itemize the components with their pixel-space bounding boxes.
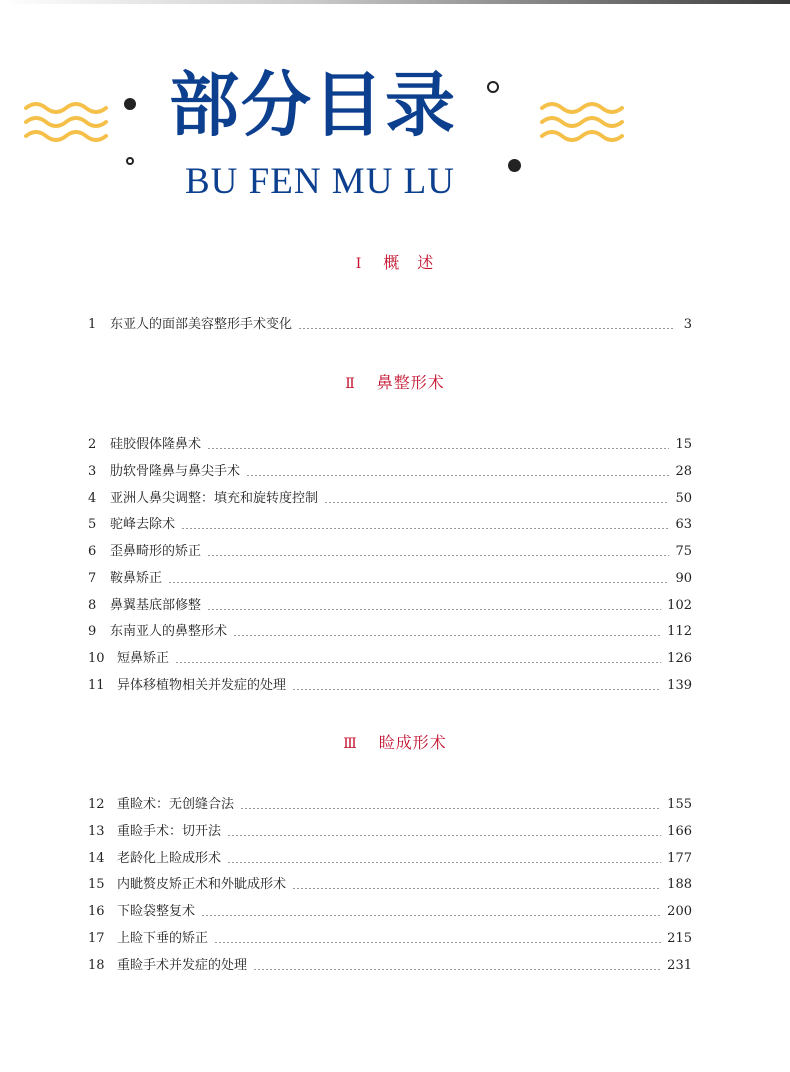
toc-entry[interactable]	[88, 315, 692, 335]
top-border	[0, 0, 790, 4]
dot-leader	[240, 808, 661, 809]
entry-title: 短鼻矫正	[117, 651, 170, 666]
dot-leader	[233, 635, 661, 636]
dot-leader	[246, 475, 669, 476]
toc-entry[interactable]	[88, 875, 692, 895]
entry-page: 139	[667, 678, 692, 693]
toc-entry[interactable]	[88, 622, 692, 642]
entry-page: 166	[667, 824, 692, 839]
entry-number: 3	[88, 464, 97, 479]
dot-leader	[168, 582, 669, 583]
dot-leader	[201, 915, 661, 916]
entry-number: 12	[88, 797, 105, 812]
entry-number: 8	[88, 598, 97, 613]
section-label: 睑成形术	[378, 733, 447, 752]
toc-entry[interactable]	[88, 795, 692, 815]
entry-number: 13	[88, 824, 105, 839]
entry-page: 177	[667, 851, 692, 866]
entry-page: 155	[667, 797, 692, 812]
entry-page: 102	[667, 598, 692, 613]
toc-entry[interactable]	[88, 435, 692, 455]
dot-leader	[253, 969, 661, 970]
entry-page: 126	[667, 651, 692, 666]
entry-title: 鼻翼基底部修整	[110, 598, 202, 613]
section-heading	[0, 730, 790, 753]
section-heading	[0, 370, 790, 393]
toc-entry[interactable]	[88, 489, 692, 509]
entry-title: 肋软骨隆鼻与鼻尖手术	[110, 464, 241, 479]
page-title: 部分目录	[169, 64, 457, 146]
section-number: Ⅰ	[355, 256, 362, 272]
entry-page: 200	[667, 904, 692, 919]
entry-page: 75	[675, 544, 692, 559]
entry-page: 63	[675, 517, 692, 532]
entry-title: 驼峰去除术	[110, 517, 176, 532]
dot-decoration-icon	[124, 98, 136, 110]
toc-entry[interactable]	[88, 596, 692, 616]
entry-number: 14	[88, 851, 105, 866]
toc-entry[interactable]	[88, 569, 692, 589]
section-label: 概 述	[383, 253, 435, 272]
dot-leader	[207, 448, 669, 449]
entry-number: 17	[88, 931, 105, 946]
entry-number: 1	[88, 317, 97, 332]
ring-decoration-icon	[487, 81, 499, 93]
section-number: Ⅱ	[345, 376, 355, 392]
entry-page: 112	[667, 624, 692, 639]
entry-title: 东南亚人的鼻整形术	[110, 624, 228, 639]
entry-number: 4	[88, 491, 97, 506]
dot-leader	[175, 662, 661, 663]
toc-entry[interactable]	[88, 956, 692, 976]
entry-title: 亚洲人鼻尖调整：填充和旋转度控制	[110, 491, 319, 506]
entry-number: 5	[88, 517, 97, 532]
page-subtitle: BU FEN MU LU	[185, 161, 455, 202]
entry-title: 下睑袋整复术	[117, 904, 196, 919]
entry-number: 11	[88, 678, 105, 693]
entry-page: 3	[683, 317, 692, 332]
toc-entry[interactable]	[88, 902, 692, 922]
dot-leader	[298, 328, 674, 329]
entry-title: 异体移植物相关并发症的处理	[117, 678, 287, 693]
dot-leader	[207, 609, 661, 610]
entry-page: 28	[675, 464, 692, 479]
section-heading	[0, 250, 790, 273]
entry-title: 歪鼻畸形的矫正	[110, 544, 202, 559]
dot-decoration-icon	[508, 159, 521, 172]
entry-number: 7	[88, 571, 97, 586]
dot-leader	[181, 528, 669, 529]
entry-page: 50	[675, 491, 692, 506]
entry-title: 重睑术：无创缝合法	[117, 797, 235, 812]
entry-page: 231	[667, 958, 692, 973]
dot-leader	[214, 942, 661, 943]
wave-decoration-right-icon	[540, 100, 630, 148]
section-number: Ⅲ	[343, 736, 357, 752]
toc-entry[interactable]	[88, 515, 692, 535]
entry-title: 内眦赘皮矫正术和外眦成形术	[117, 877, 287, 892]
entry-title: 老龄化上睑成形术	[117, 851, 222, 866]
entry-page: 90	[675, 571, 692, 586]
toc-entry[interactable]	[88, 649, 692, 669]
entry-title: 鞍鼻矫正	[110, 571, 163, 586]
entry-page: 188	[667, 877, 692, 892]
entry-title: 重睑手术：切开法	[117, 824, 222, 839]
dot-leader	[207, 555, 669, 556]
entry-number: 9	[88, 624, 97, 639]
wave-decoration-left-icon	[24, 100, 114, 148]
entry-title: 东亚人的面部美容整形手术变化	[110, 317, 293, 332]
toc-entry[interactable]	[88, 462, 692, 482]
entry-title: 上睑下垂的矫正	[117, 931, 209, 946]
entry-number: 6	[88, 544, 97, 559]
entry-number: 16	[88, 904, 105, 919]
entry-number: 15	[88, 877, 105, 892]
entry-page: 215	[667, 931, 692, 946]
toc-entry[interactable]	[88, 676, 692, 696]
toc-entry[interactable]	[88, 542, 692, 562]
toc-entry[interactable]	[88, 849, 692, 869]
entry-number: 10	[88, 651, 105, 666]
entry-title: 硅胶假体隆鼻术	[110, 437, 202, 452]
toc-entry[interactable]	[88, 822, 692, 842]
dot-leader	[292, 888, 661, 889]
section-label: 鼻整形术	[376, 373, 445, 392]
entry-number: 2	[88, 437, 97, 452]
dot-leader	[292, 689, 661, 690]
entry-page: 15	[675, 437, 692, 452]
entry-number: 18	[88, 958, 105, 973]
ring-decoration-icon	[126, 157, 134, 165]
entry-title: 重睑手术并发症的处理	[117, 958, 248, 973]
toc-entry[interactable]	[88, 929, 692, 949]
dot-leader	[324, 502, 669, 503]
dot-leader	[227, 835, 661, 836]
dot-leader	[227, 862, 661, 863]
